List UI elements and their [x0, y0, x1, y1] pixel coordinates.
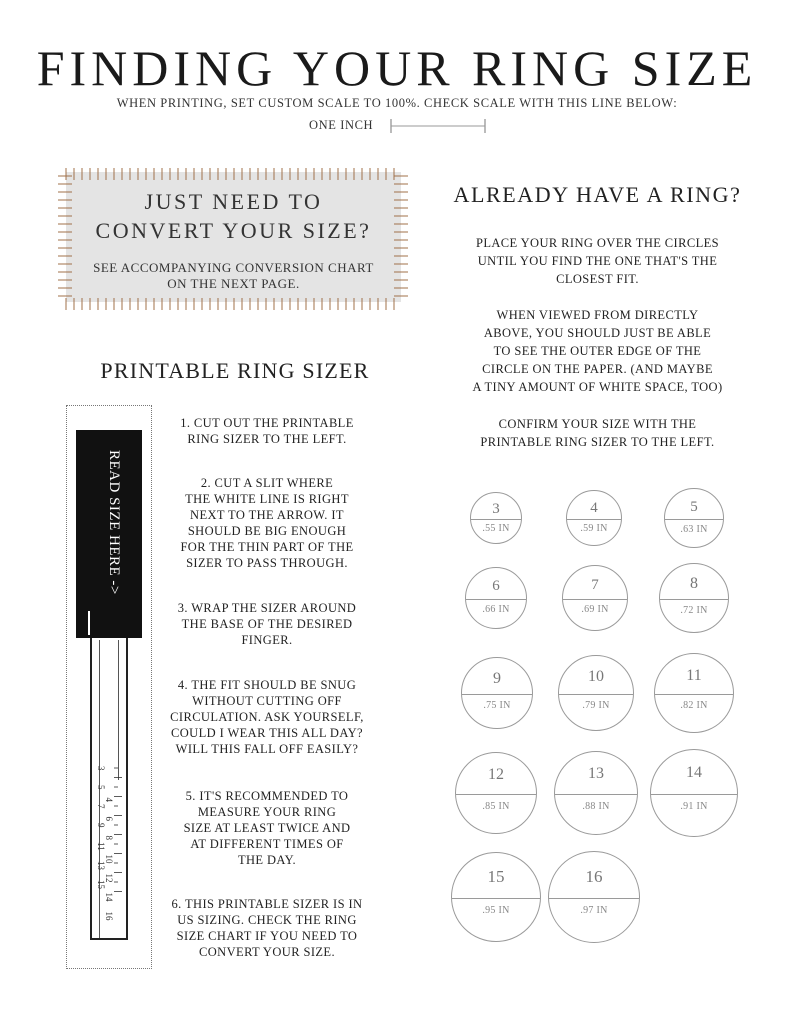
- circle-size-number: 9: [493, 670, 501, 687]
- ring-circle-size-9: [461, 657, 533, 729]
- have-ring-heading: ALREADY HAVE A RING?: [453, 182, 742, 207]
- circle-measurement: .95 IN: [482, 905, 510, 916]
- convert-sub-line1: SEE ACCOMPANYING CONVERSION CHART: [93, 260, 374, 275]
- page-title: FINDING YOUR RING SIZE: [36, 40, 758, 96]
- circle-measurement: .75 IN: [483, 700, 511, 711]
- circle-size-number: 4: [590, 500, 598, 516]
- circle-divider: [555, 794, 637, 795]
- sizer-scale-label: 15: [96, 880, 106, 889]
- have-ring-para-2: WHEN VIEWED FROM DIRECTLY ABOVE, YOU SHOULD JUST BE ABLE TO SEE THE OUTER EDGE OF THE CIRCLE ON THE PAPER. (AND MAYBE A TINY AMOUNT OF WHITE SPACE, TOO): [472, 308, 723, 394]
- circle-measurement: .85 IN: [482, 801, 510, 812]
- ring-circle-size-4: [566, 490, 622, 546]
- convert-heading: [66, 187, 401, 245]
- circle-size-number: 6: [492, 578, 500, 594]
- one-inch-scale-line: [390, 119, 486, 133]
- have-ring-para-1: PLACE YOUR RING OVER THE CIRCLES UNTIL YOU FIND THE ONE THAT'S THE CLOSEST FIT.: [475, 236, 720, 286]
- printable-sizer-heading: PRINTABLE RING SIZER: [100, 358, 370, 383]
- convert-sub-line2: ON THE NEXT PAGE.: [167, 276, 300, 291]
- convert-heading-line2: CONVERT YOUR SIZE?: [95, 218, 372, 243]
- sizer-scale-label: 7: [96, 804, 106, 809]
- convert-subtext: [66, 260, 401, 292]
- sizer-scale: [92, 760, 128, 921]
- ring-circle-size-5: [664, 488, 724, 548]
- sizer-scale-label: 16: [104, 911, 114, 921]
- circle-divider: [567, 519, 621, 520]
- circle-size-number: 15: [487, 867, 505, 886]
- print-scale-note: WHEN PRINTING, SET CUSTOM SCALE TO 100%. CHECK SCALE WITH THIS LINE BELOW:: [116, 96, 678, 110]
- ring-circle-size-3: [470, 492, 522, 544]
- circle-size-number: 10: [588, 668, 604, 685]
- circle-size-number: 11: [686, 667, 702, 684]
- circle-size-number: 12: [488, 766, 504, 783]
- ring-circle-size-16: [548, 851, 640, 943]
- circle-size-number: 8: [690, 575, 698, 592]
- circle-divider: [665, 519, 723, 520]
- sizer-scale-label: 4: [104, 797, 114, 802]
- convert-heading-line1: JUST NEED TO: [144, 189, 323, 214]
- circle-divider: [466, 599, 526, 600]
- ring-circle-size-10: [558, 655, 634, 731]
- one-inch-label: ONE INCH: [309, 118, 374, 132]
- sizer-scale-label: 13: [96, 861, 106, 870]
- ring-circle-size-12: [455, 752, 537, 834]
- ring-circle-size-7: [562, 565, 628, 631]
- circle-measurement: .66 IN: [482, 604, 510, 615]
- circle-divider: [462, 694, 532, 695]
- ring-circle-size-8: [659, 563, 729, 633]
- sizer-scale-label: 11: [96, 842, 106, 851]
- sizer-scale-label: 3: [96, 766, 106, 771]
- step-3: 3. WRAP THE SIZER AROUND THE BASE OF THE DESIRED FINGER.: [177, 601, 357, 647]
- circle-measurement: .79 IN: [582, 700, 610, 711]
- step-1: 1. CUT OUT THE PRINTABLE RING SIZER TO THE LEFT.: [180, 416, 354, 446]
- step-2: 2. CUT A SLIT WHERE THE WHITE LINE IS RIGHT NEXT TO THE ARROW. IT SHOULD BE BIG ENOUGH FOR THE THIN PART OF THE SIZER TO PASS THROUGH.: [180, 476, 354, 570]
- sizer-scale-label: 14: [104, 892, 114, 902]
- ring-circle-size-11: [654, 653, 734, 733]
- sizer-scale-label: 12: [104, 873, 114, 883]
- circle-divider: [549, 898, 639, 899]
- have-ring-para-3: CONFIRM YOUR SIZE WITH THE PRINTABLE RING SIZER TO THE LEFT.: [480, 417, 715, 449]
- circle-measurement: .55 IN: [482, 523, 510, 534]
- sizer-scale-label: 8: [104, 835, 114, 840]
- step-6: 6. THIS PRINTABLE SIZER IS IN US SIZING. CHECK THE RING SIZE CHART IF YOU NEED TO CONVERT YOUR SIZE.: [171, 897, 363, 959]
- sizer-scale-label: 10: [104, 854, 114, 864]
- circle-measurement: .91 IN: [680, 801, 708, 812]
- ring-circle-size-15: [451, 852, 541, 942]
- circle-measurement: .88 IN: [582, 801, 610, 812]
- step-5: 5. IT'S RECOMMENDED TO MEASURE YOUR RING SIZE AT LEAST TWICE AND AT DIFFERENT TIMES OF THE DAY.: [183, 789, 351, 867]
- ring-circle-size-14: [650, 749, 738, 837]
- circle-divider: [559, 694, 633, 695]
- ring-circle-size-6: [465, 567, 527, 629]
- circle-divider: [660, 599, 728, 600]
- circle-divider: [471, 519, 521, 520]
- circle-size-number: 16: [585, 867, 603, 886]
- sizer-scale-label: 6: [104, 816, 114, 821]
- sizer-scale-label: 5: [96, 785, 106, 790]
- read-size-label-area: [76, 430, 142, 638]
- circle-divider: [452, 898, 540, 899]
- circle-measurement: .72 IN: [680, 605, 708, 616]
- circle-divider: [563, 599, 627, 600]
- circle-measurement: .97 IN: [580, 905, 608, 916]
- strip-guide-line: [118, 640, 119, 780]
- circle-measurement: .59 IN: [580, 523, 608, 534]
- circle-size-number: 13: [588, 765, 604, 782]
- step-4: 4. THE FIT SHOULD BE SNUG WITHOUT CUTTING OFF CIRCULATION. ASK YOURSELF, COULD I WEAR THIS ALL DAY? WILL THIS FALL OFF EASILY?: [170, 678, 364, 756]
- slit-line: [88, 611, 90, 635]
- circle-measurement: .69 IN: [581, 604, 609, 615]
- ring-circle-size-13: [554, 751, 638, 835]
- circle-size-number: 5: [690, 499, 698, 515]
- sizer-scale-label: 9: [96, 823, 106, 828]
- circle-size-number: 7: [591, 577, 599, 593]
- circle-divider: [456, 794, 536, 795]
- circle-divider: [655, 694, 733, 695]
- circle-size-number: 3: [492, 501, 500, 517]
- read-size-label: READ SIZE HERE ->: [106, 450, 122, 595]
- circle-size-number: 14: [686, 764, 702, 781]
- circle-measurement: .82 IN: [680, 700, 708, 711]
- circle-measurement: .63 IN: [680, 524, 708, 535]
- circle-divider: [651, 794, 737, 795]
